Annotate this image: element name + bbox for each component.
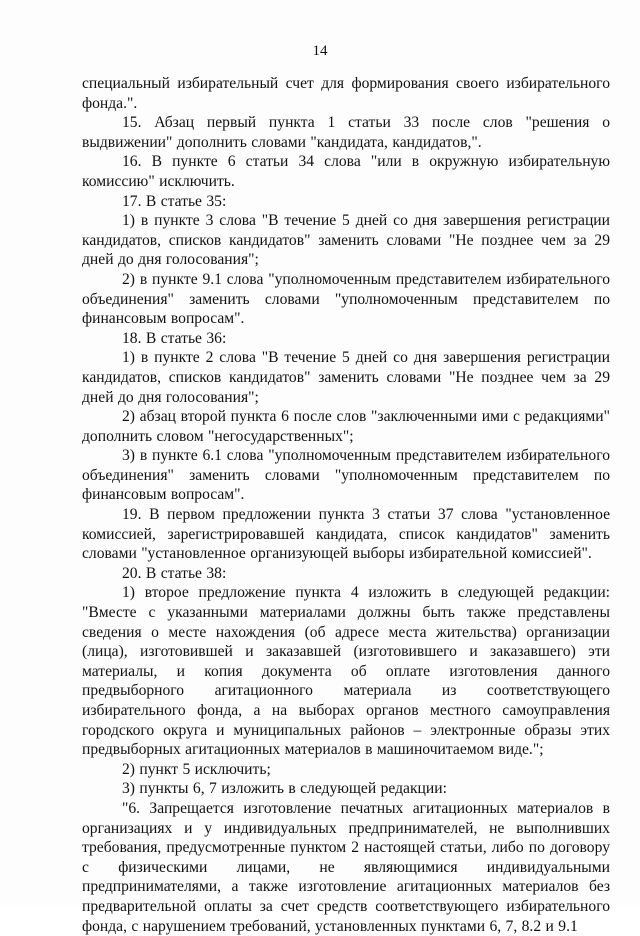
paragraph: 19. В первом предложении пункта 3 статьи 37 слова "установленное комиссией, зарегистрировавшей кандидата, список кандидатов" заменить словами "установленное организующей выборы избирательной комиссией". — [82, 506, 610, 563]
paragraph: 15. Абзац первый пункта 1 статьи 33 после слов "решения о выдвижении" дополнить словами "кандидата, кандидатов,". — [82, 114, 610, 151]
paragraph: 2) пункт 5 исключить; — [122, 760, 271, 778]
paragraph: 17. В статье 35: — [122, 192, 227, 210]
paragraph: 2) абзац второй пункта 6 после слов "заключенными ими с редакциями" дополнить словом "негосударственных"; — [82, 408, 610, 445]
paragraph: 2) в пункте 9.1 слова "уполномоченным представителем избирательного объединения" заменить словами "уполномоченным представителем по финансовым вопросам". — [82, 270, 610, 328]
paragraph: 20. В статье 38: — [122, 564, 227, 582]
paragraph: 1) второе предложение пункта 4 изложить в следующей редакции: "Вместе с указанными материалами должны быть также представлены сведения о месте нахождения (об адресе места жительства) организации (лица), изготовившей и заказавшей (изготовившего и заказавшего) эти материалы, и копия документа об оплате изготовления данного предвыборного агитационного материала из соответствующего избирательного фонда, а на выборах органов местного самоуправления городского округа и муниципальных районов – электронные образы этих предвыборных агитационных материалов в машиночитаемом виде."; — [82, 584, 610, 759]
paragraph: 16. В пункте 6 статьи 34 слова "или в окружную избирательную комиссию" исключить. — [82, 153, 610, 190]
paragraph: специальный избирательный счет для формирования своего избирательного фонда.". — [82, 75, 610, 112]
paragraph: "6. Запрещается изготовление печатных агитационных материалов в организациях и у индивидуальных предпринимателей, не выполнивших требования, предусмотренные пунктом 2 настоящей статьи, либо по договору с физическими лицами, не являющимися индивидуальными предпринимателями, а также изготовление агитационных материалов без предварительной оплаты за счет средств соответствующего избирательного фонда, с нарушением требований, установленных пунктами 6, 7, 8.2 и 9.1 — [82, 799, 610, 935]
page-number: 14 — [312, 43, 328, 59]
paragraph: 1) в пункте 3 слова "В течение 5 дней со дня завершения регистрации кандидатов, списков кандидатов" заменить словами "Не позднее чем за 29 дней до дня голосования"; — [82, 212, 610, 269]
paragraph: 18. В статье 36: — [122, 329, 227, 347]
document-body — [82, 74, 610, 936]
paragraph: 1) в пункте 2 слова "В течение 5 дней со дня завершения регистрации кандидатов, списков кандидатов" заменить словами "Не позднее чем за 29 дней до дня голосования"; — [82, 349, 610, 406]
paragraph: 3) пункты 6, 7 изложить в следующей редакции: — [122, 780, 447, 798]
paragraph: 3) в пункте 6.1 слова "уполномоченным представителем избирательного объединения" заменить словами "уполномоченным представителем по финансовым вопросам". — [82, 447, 610, 504]
